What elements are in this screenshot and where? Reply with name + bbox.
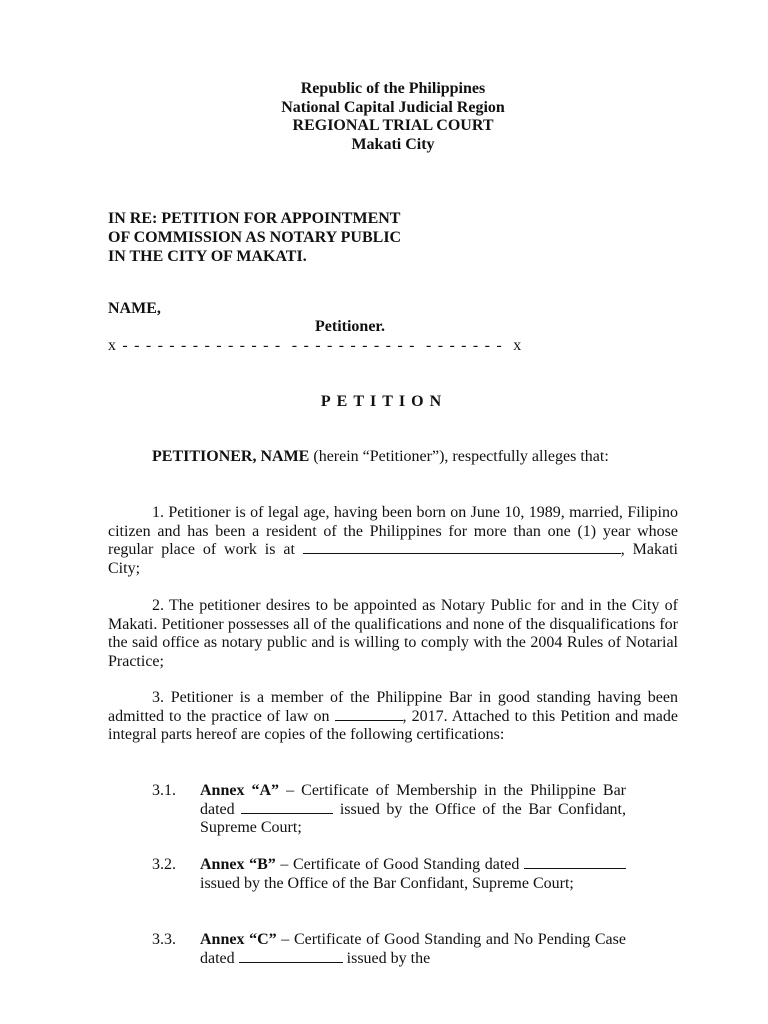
annex-b-number: 3.2. — [152, 856, 176, 873]
annex-b-label: Annex “B” — [200, 856, 276, 873]
annex-a-text-b: issued by the Office of the Bar Confidant, Supreme Court; — [200, 800, 627, 837]
petitioner-name: NAME, — [108, 300, 161, 317]
intro-text: (herein “Petitioner”), respectfully alleges that: — [309, 448, 609, 465]
annex-c-text-b: issued by the — [342, 949, 431, 967]
annex-c — [152, 931, 626, 968]
paragraph-3 — [108, 689, 678, 745]
para1-end: , Makati City; — [108, 541, 679, 577]
annex-c-text-a: – Certificate of Good Standing and No Pending Case dated — [200, 931, 626, 967]
annex-a-date-blank — [241, 801, 333, 814]
workplace-blank — [303, 541, 621, 554]
annex-a-text-a: – Certificate of Membership in the Philippine Bar dated — [200, 782, 627, 818]
caption-line-2: OF COMMISSION AS NOTARY PUBLIC — [108, 229, 402, 246]
annex-a-number: 3.1. — [152, 782, 176, 799]
admission-date-blank — [335, 708, 403, 721]
court-header — [108, 80, 678, 154]
annex-b — [152, 856, 626, 893]
caption-separator: x - - - - - - - - - - - - - - - - - - - - - - - - - - - - - - - - x — [108, 337, 523, 354]
annex-a — [152, 782, 626, 838]
annex-a-label: Annex “A” — [200, 782, 280, 799]
annex-c-label: Annex “C” — [200, 931, 277, 948]
intro-paragraph — [108, 448, 678, 467]
annex-c-number: 3.3. — [152, 931, 176, 948]
para3-text-a: 3. Petitioner is a member of the Philippine Bar in good standing having been admitted to the practice of law on — [108, 689, 678, 725]
para3-text-b: , 2017. Attached to this Petition and made integral parts hereof are copies of the following certifications: — [108, 707, 679, 744]
para2-text: 2. The petitioner desires to be appointed as Notary Public for and in the City of Makati. Petitioner possesses all of the qualifications and none of the disqualifications for the said office as notary public and is willing to comply with the 2004 Rules of Notarial Practice; — [108, 597, 678, 670]
header-line-region: National Capital Judicial Region — [281, 98, 505, 116]
header-line-republic: Republic of the Philippines — [300, 80, 486, 97]
paragraph-2 — [108, 597, 678, 671]
intro-bold: PETITIONER, NAME — [152, 448, 310, 465]
header-line-court: REGIONAL TRIAL COURT — [292, 117, 494, 135]
annex-b-text-a: – Certificate of Good Standing dated — [275, 856, 520, 873]
petitioner-role: Petitioner. — [315, 318, 386, 335]
caption-line-3: IN THE CITY OF MAKATI. — [108, 248, 307, 265]
annex-c-date-blank — [239, 950, 343, 963]
case-caption — [108, 209, 401, 266]
annex-b-text-b: issued by the Office of the Bar Confidant, Supreme Court; — [200, 874, 574, 892]
header-line-city: Makati City — [351, 135, 435, 153]
document-title: PETITION — [320, 393, 448, 410]
caption-line-1: IN RE: PETITION FOR APPOINTMENT — [108, 210, 401, 227]
para1-text: 1. Petitioner is of legal age, having been born on June 10, 1989, married, Filipino citizen and has been a resident of the Philippines for more than one (1) year whose regular place of work is at — [108, 504, 678, 559]
annex-b-date-blank — [524, 856, 626, 869]
paragraph-1 — [108, 504, 678, 578]
